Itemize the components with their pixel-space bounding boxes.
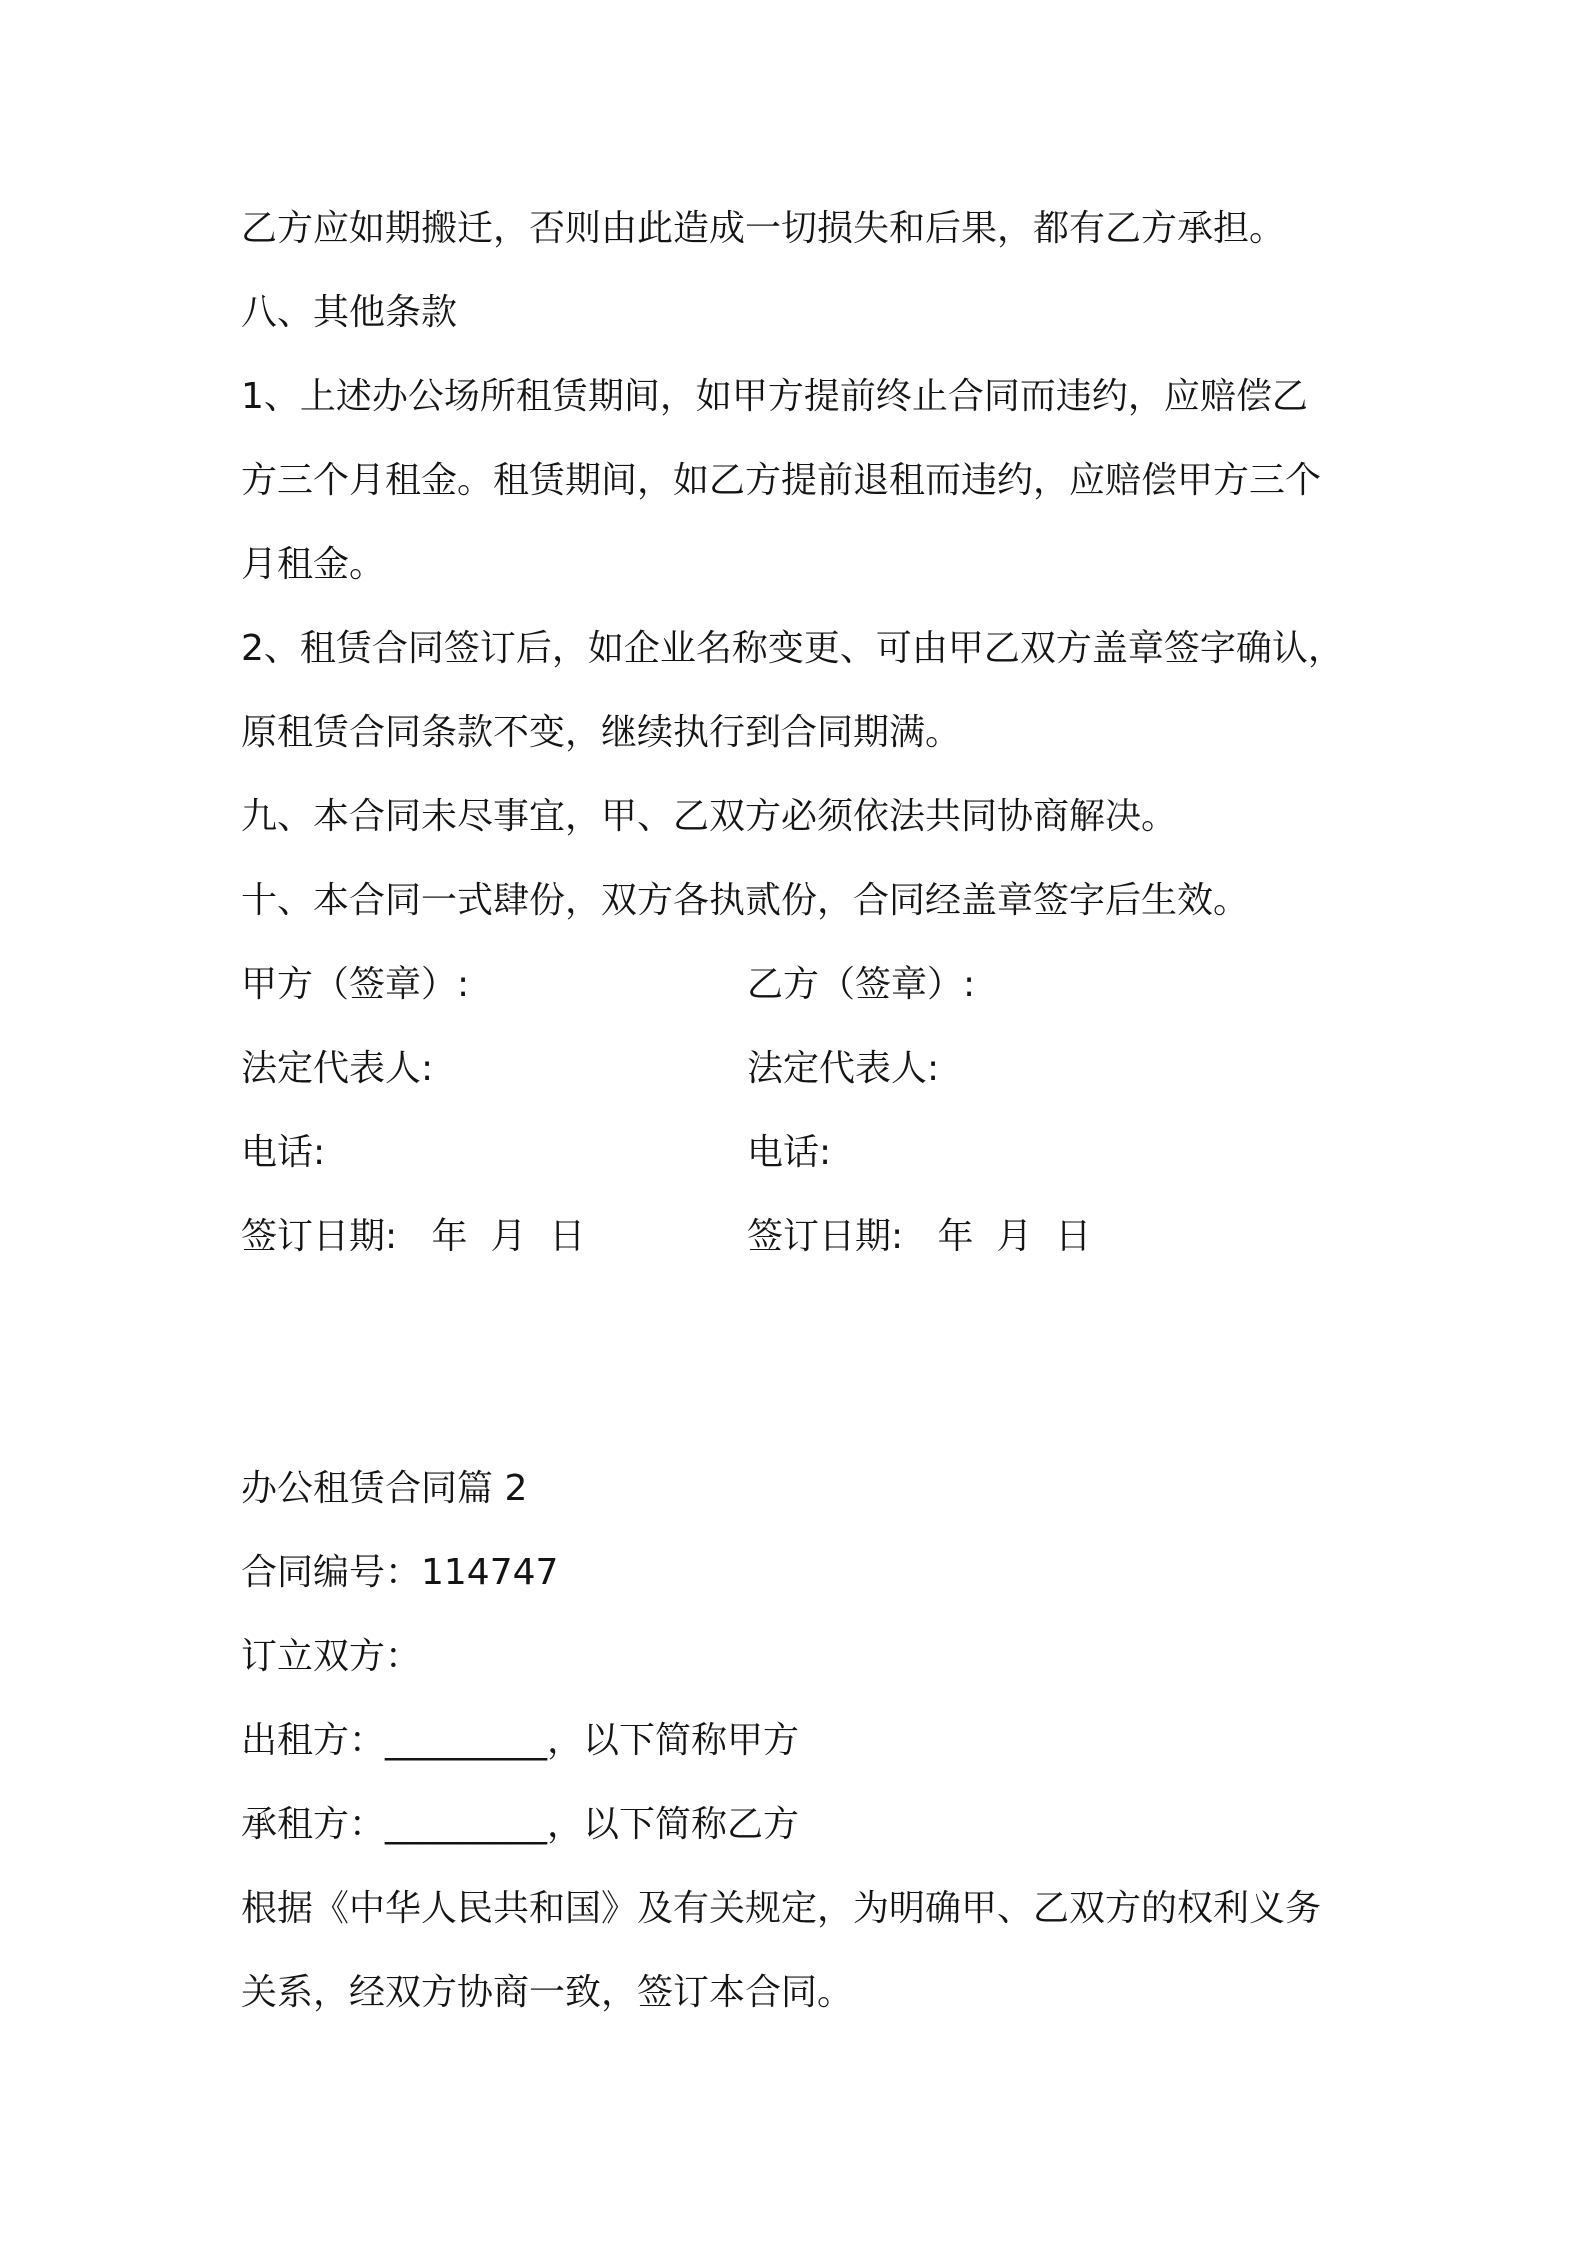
party-a-sign-date-label: 签订日期: 年 月 日 xyxy=(241,1216,586,1257)
section-9: 九、本合同未尽事宜，甲、乙双方必须依法共同协商解决。 xyxy=(241,796,1178,837)
relocation-line: 乙方应如期搬迁，否则由此造成一切损失和后果，都有乙方承担。 xyxy=(241,208,1286,249)
section-10: 十、本合同一式肆份，双方各执贰份，合同经盖章签字后生效。 xyxy=(241,880,1250,921)
lessee-line: 承租方：_________，以下简称乙方 xyxy=(241,1804,800,1845)
party-b-seal-label: 乙方（签章）: xyxy=(747,964,976,1005)
contract-number: 合同编号：114747 xyxy=(241,1552,559,1593)
party-a-phone-label: 电话: xyxy=(241,1132,326,1173)
party-a-representative-label: 法定代表人: xyxy=(241,1048,434,1089)
signature-row-representative xyxy=(241,1048,1341,1090)
parties-heading: 订立双方： xyxy=(241,1636,422,1677)
party-b-phone-label: 电话: xyxy=(747,1132,832,1173)
party-b-representative-label: 法定代表人: xyxy=(747,1048,940,1089)
party-b-sign-date-label: 签订日期: 年 月 日 xyxy=(747,1216,1092,1257)
clause-8-1-line-1: 1、上述办公场所租赁期间，如甲方提前终止合同而违约，应赔偿乙 xyxy=(241,376,1308,417)
clause-8-2-line-1: 2、租赁合同签订后，如企业名称变更、可由甲乙双方盖章签字确认， xyxy=(241,628,1344,669)
signature-row-phone xyxy=(241,1132,1341,1174)
section-8-heading: 八、其他条款 xyxy=(241,292,458,333)
party-a-seal-label: 甲方（签章）: xyxy=(241,964,470,1005)
clause-8-1-line-3: 月租金。 xyxy=(241,544,386,585)
contract-2-title: 办公租赁合同篇 2 xyxy=(241,1468,528,1509)
lessor-line: 出租方：_________，以下简称甲方 xyxy=(241,1720,800,1761)
legal-basis-line-2: 关系，经双方协商一致，签订本合同。 xyxy=(241,1972,854,2013)
signature-row-date xyxy=(241,1216,1341,1258)
signature-row-seal xyxy=(241,964,1341,1006)
clause-8-2-line-2: 原租赁合同条款不变，继续执行到合同期满。 xyxy=(241,712,962,753)
clause-8-1-line-2: 方三个月租金。租赁期间，如乙方提前退租而违约，应赔偿甲方三个 xyxy=(241,460,1322,501)
legal-basis-line-1: 根据《中华人民共和国》及有关规定，为明确甲、乙双方的权利义务 xyxy=(241,1888,1322,1929)
